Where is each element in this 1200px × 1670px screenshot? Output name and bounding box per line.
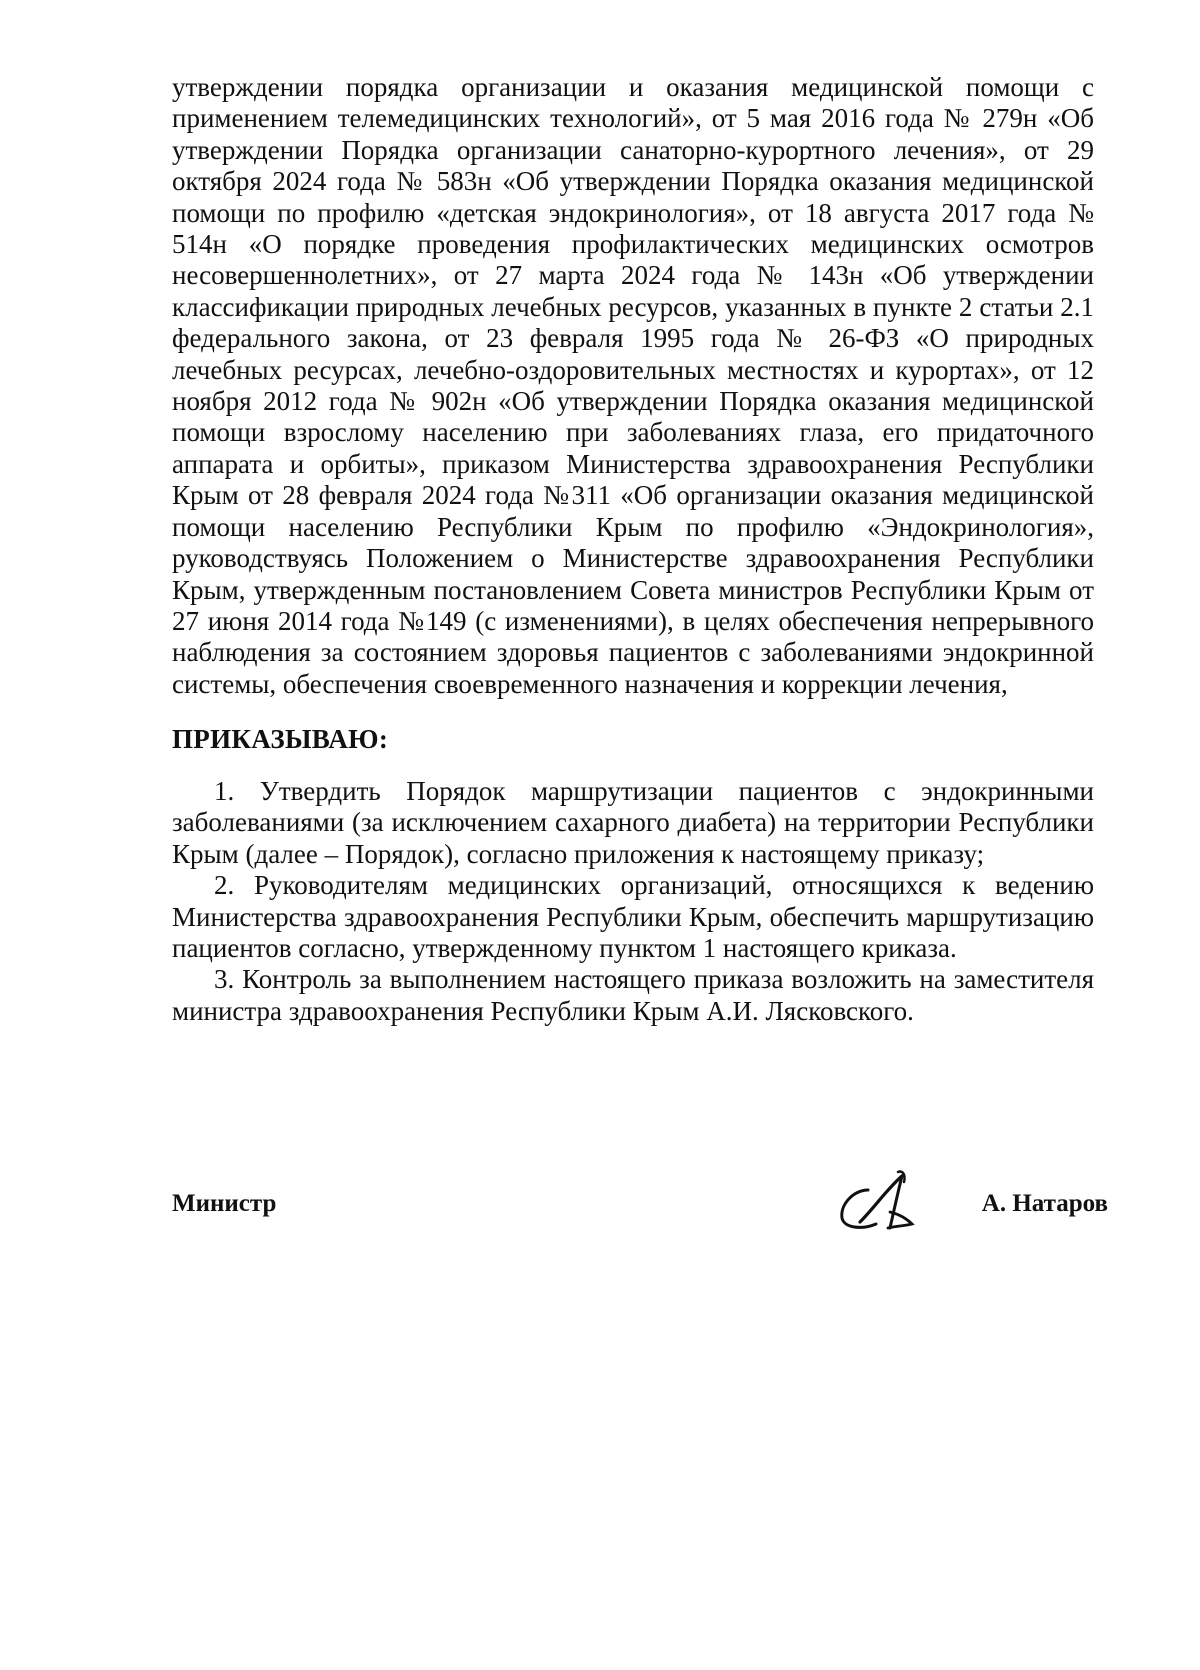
order-item-2: 2. Руководителям медицинских организаций, относящихся к ведению Министерства здравоохранения Республики Крым, обеспечить маршрутизацию пациентов согласно, утвержденному пунктом 1 настоящего криказа. bbox=[172, 870, 1094, 964]
handwritten-signature bbox=[832, 1166, 942, 1246]
signatory-title: Министр bbox=[172, 1190, 277, 1217]
order-item-1: 1. Утвердить Порядок маршрутизации пациентов с эндокринными заболеваниями (за исключением сахарного диабета) на территории Республики Крым (далее – Порядок), согласно приложения к настоящему приказу; bbox=[172, 776, 1094, 869]
order-items-list bbox=[172, 776, 1094, 1027]
order-heading: ПРИКАЗЫВАЮ: bbox=[172, 724, 389, 754]
order-item-3: 3. Контроль за выполнением настоящего приказа возложить на заместителя министра здравоохранения Республики Крым А.И. Лясковского. bbox=[172, 964, 1094, 1026]
signatory-name: А. Натаров bbox=[981, 1190, 1108, 1217]
preamble-paragraph: утверждении порядка организации и оказания медицинской помощи с применением телемедицинских технологий», от 5 мая 2016 года № 279н «Об утверждении Порядка организации санаторно-курортного лечения», от 29 октября 2024 года № 583н «Об утверждении Порядка оказания медицинской помощи по профилю «детская эндокринология», от 18 августа 2017 года № 514н «О порядке проведения профилактических медицинских осмотров несовершеннолетних», от 27 марта 2024 года № 143н «Об утверждении классификации природных лечебных ресурсов, указанных в пункте 2 статьи 2.1 федерального закона, от 23 февраля 1995 года № 26-ФЗ «О природных лечебных ресурсах, лечебно-оздоровительных местностях и курортах», от 12 ноября 2012 года № 902н «Об утверждении Порядка оказания медицинской помощи взрослому населению при заболеваниях глаза, его придаточного аппарата и орбиты», приказом Министерства здравоохранения Республики Крым от 28 февраля 2024 года №311 «Об организации оказания медицинской помощи населению Республики Крым по профилю «Эндокринология», руководствуясь Положением о Министерстве здравоохранения Республики Крым, утвержденным постановлением Совета министров Республики Крым от 27 июня 2014 года №149 (с изменениями), в целях обеспечения непрерывного наблюдения за состоянием здоровья пациентов с заболеваниями эндокринной системы, обеспечения своевременного назначения и коррекции лечения, bbox=[172, 72, 1094, 699]
signature-block bbox=[172, 1180, 1108, 1240]
